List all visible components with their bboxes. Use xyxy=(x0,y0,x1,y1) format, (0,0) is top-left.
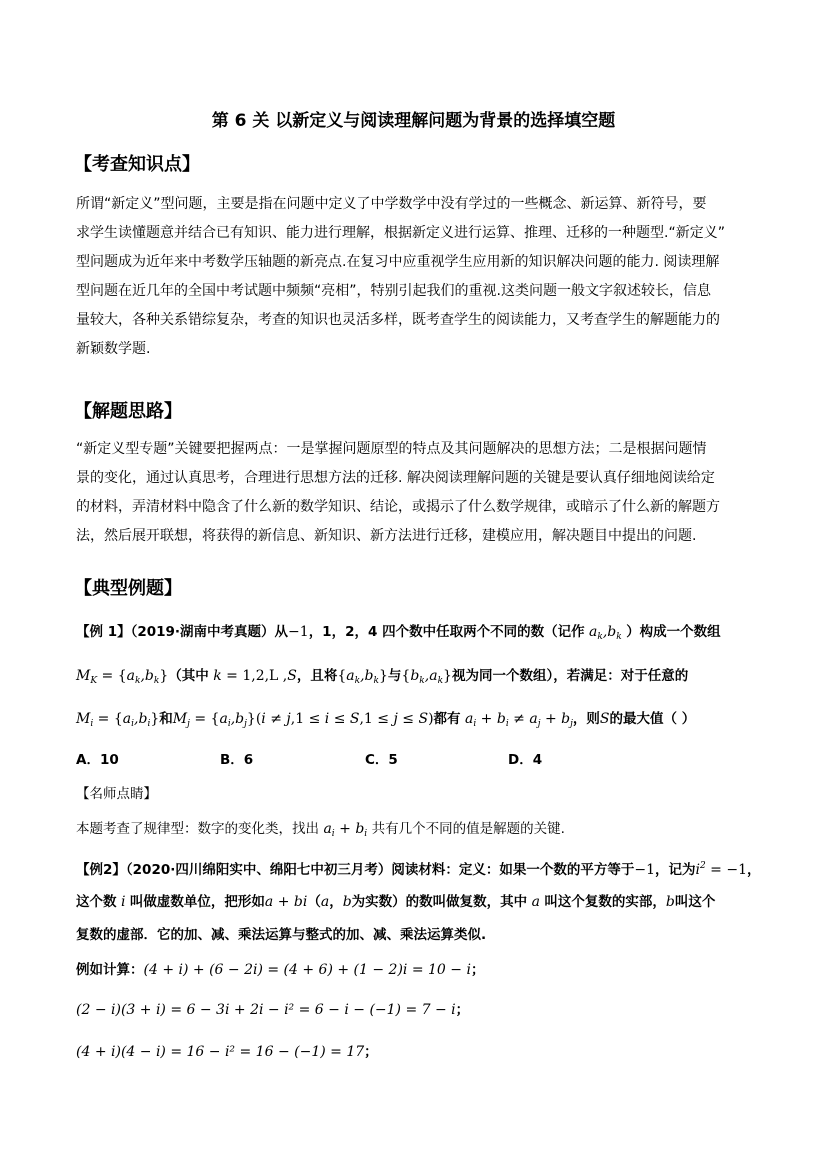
math: }( xyxy=(246,711,262,727)
text: ； xyxy=(455,1002,470,1018)
option-d: D．4 xyxy=(508,752,543,768)
math: S xyxy=(287,668,297,684)
teacher-tip-label: 【名师点睛】 xyxy=(76,786,157,802)
text: 和 xyxy=(159,711,173,727)
math: + xyxy=(540,711,562,727)
example2-eq3-line xyxy=(76,1040,378,1060)
math: S xyxy=(418,711,429,727)
math: i xyxy=(116,894,130,910)
example2-calc-line xyxy=(76,958,484,978)
text: 叫这个复数的实部， xyxy=(544,894,666,910)
example1-line1 xyxy=(76,620,721,642)
math: b xyxy=(665,894,675,910)
math: } xyxy=(443,668,452,684)
math: = { xyxy=(189,711,220,727)
math: ≠ xyxy=(508,711,530,727)
example2-line3: 复数的虚部．它的加、减、乘法运算与整式的加、减、乘法运算类似. xyxy=(76,927,487,943)
option-c: C．5 xyxy=(365,752,398,768)
teacher-tip-text xyxy=(76,817,565,839)
text: ， xyxy=(747,862,761,878)
section-heading-examples: 【典型例题】 xyxy=(74,578,182,599)
text: 共有几个不同的值是解题的关键. xyxy=(371,821,565,837)
text: 叫这个 xyxy=(674,894,716,910)
math: ,1 ≤ xyxy=(359,711,394,727)
math: S xyxy=(599,711,610,727)
option-b: B．6 xyxy=(220,752,254,768)
paragraph-line: 法，然后展开联想，将获得的新信息、新知识、新方法进行迁移，建模应用，解决题目中提出的问题. xyxy=(76,528,697,544)
text: ， xyxy=(329,894,343,910)
math: { xyxy=(337,668,347,684)
math: a xyxy=(527,894,545,910)
math: j xyxy=(286,711,291,727)
paragraph-line: “新定义型专题”关键要把握两点：一是掌握问题原型的特点及其问题解决的思想方法；二是根据问题情 xyxy=(76,441,707,457)
math: ,1 ≤ xyxy=(290,711,325,727)
math: = −1 xyxy=(705,862,747,878)
paragraph-line: 新颖数学题. xyxy=(76,341,151,357)
paragraph-line: 量较大，各种关系错综复杂，考查的知识也灵活多样，既考查学生的阅读能力，又考查学生的解题能力的 xyxy=(76,312,720,328)
math: = { xyxy=(97,668,127,684)
math: $b_i$ xyxy=(496,711,509,729)
math: } xyxy=(159,668,169,684)
text: 叫做虚数单位，把形如 xyxy=(129,894,265,910)
text: 都有 xyxy=(433,711,461,727)
math: i xyxy=(324,711,330,727)
paragraph-line: 景的变化，通过认真思考，合理进行思想方法的迁移. 解决阅读理解问题的关键是要认真仔细地阅读给定 xyxy=(76,470,715,486)
equation-3: (4 + i)(4 − i) = 16 − i² = 16 − (−1) = 17 xyxy=(76,1044,365,1060)
example2-line2 xyxy=(76,890,715,910)
text: ，且将 xyxy=(296,668,338,684)
math: = 1,2,L , xyxy=(221,668,288,684)
math: $b_k,a_k$ xyxy=(410,668,444,686)
math: j xyxy=(393,711,398,727)
math: −1 xyxy=(288,624,309,640)
section-heading-knowledge: 【考查知识点】 xyxy=(74,154,200,175)
text: 阅读材料：定义：如果一个数的平方等于 xyxy=(391,862,635,878)
text: ，则 xyxy=(572,711,600,727)
text: ，1，2，4 四个数中任取两个不同的数（记作 xyxy=(308,624,585,640)
math: $a_k,b_k$ xyxy=(126,668,160,686)
math: $a_k,b_k$ xyxy=(346,668,379,686)
math: ) xyxy=(428,711,434,727)
math: $a_j$ xyxy=(529,711,541,729)
example2-line1 xyxy=(76,858,761,878)
equation-2: (2 − i)(3 + i) = 6 − 3i + 2i − i² = 6 − i − (−1) = 7 − i xyxy=(76,1002,456,1018)
text: 为实数）的数叫做复数，其中 xyxy=(351,894,528,910)
text: （ xyxy=(307,894,321,910)
example2-eq2-line xyxy=(76,998,469,1018)
page-title: 第 6 关 以新定义与阅读理解问题为背景的选择填空题 xyxy=(211,111,616,131)
text: ，记为 xyxy=(655,862,696,878)
text: 从 xyxy=(274,624,289,640)
math: $a_k,b_k$ xyxy=(584,624,622,642)
math: k xyxy=(208,668,222,684)
text: 例如计算： xyxy=(76,962,144,978)
paragraph-line: 型问题在近几年的全国中考试题中频频“亮相”，特别引起我们的重视.这类问题一般文字叙述较长，信息 xyxy=(76,283,711,299)
text: ； xyxy=(364,1044,378,1060)
math: ≤ xyxy=(397,711,419,727)
math: i xyxy=(261,711,266,727)
text: （其中 xyxy=(168,668,209,684)
math: { xyxy=(401,668,411,684)
math: = { xyxy=(93,711,123,727)
text: 与 xyxy=(387,668,402,684)
example1-line3 xyxy=(76,707,695,729)
approach-paragraph xyxy=(76,435,756,551)
math: $i^2$ xyxy=(695,861,706,878)
equation-1: (4 + i) + (6 − 2i) = (4 + 6) + (1 − 2)i = 10 − i xyxy=(143,962,471,978)
math: $b_i$ xyxy=(355,821,368,839)
math: a xyxy=(264,894,274,910)
example1-line2 xyxy=(76,664,688,686)
example-source: （2020·四川绵阳实中、绵阳七中初三月考） xyxy=(125,862,392,878)
example-source: （2019·湖南中考真题） xyxy=(130,624,275,640)
knowledge-paragraph xyxy=(76,190,756,364)
paragraph-line: 求学生读懂题意并结合已有知识、能力进行理解，根据新定义进行运算、推理、迁移的一种题型.“新定义” xyxy=(76,225,725,241)
math: ≠ xyxy=(265,711,287,727)
math: $M_i$ xyxy=(76,711,94,729)
text: ； xyxy=(470,962,485,978)
math: $M_j$ xyxy=(172,711,190,729)
math: + xyxy=(334,821,356,837)
math: $a_i$ xyxy=(460,711,477,729)
text: 这个数 xyxy=(76,894,117,910)
text: 的最大值（ ） xyxy=(609,711,696,727)
math: $M_K$ xyxy=(76,668,98,686)
math: −1 xyxy=(634,862,655,878)
math: } xyxy=(150,711,160,727)
math: $a_i,b_j$ xyxy=(219,711,247,729)
math: } xyxy=(378,668,388,684)
math: $a_i$ xyxy=(319,821,335,839)
text: 本题考查了规律型：数字的变化类，找出 xyxy=(76,821,319,837)
paragraph-line: 所谓“新定义”型问题，主要是指在问题中定义了中学数学中没有学过的一些概念、新运算、新符号，要 xyxy=(76,196,707,212)
math: S xyxy=(349,711,360,727)
math: b xyxy=(342,894,352,910)
paragraph-line: 型问题成为近年来中考数学压轴题的新亮点.在复习中应重视学生应用新的知识解决问题的能力. 阅读理解 xyxy=(76,254,720,270)
example-label: 【例 1】 xyxy=(76,624,131,640)
section-heading-approach: 【解题思路】 xyxy=(74,401,182,422)
math: ≤ xyxy=(329,711,350,727)
math: $b_j$ xyxy=(561,711,573,729)
math: $a_i,b_i$ xyxy=(122,711,151,729)
example-label: 【例2】 xyxy=(76,862,126,878)
math: + xyxy=(273,894,294,910)
text: 视为同一个数组），若满足：对于任意的 xyxy=(451,668,689,684)
math: a xyxy=(320,894,330,910)
paragraph-line: 的材料，弄清材料中隐含了什么新的数学知识、结论，或揭示了什么数学规律，或暗示了什么新的解题方 xyxy=(76,499,720,515)
text: ）构成一个数组 xyxy=(626,624,721,640)
math: + xyxy=(476,711,497,727)
math: bi xyxy=(293,894,308,910)
option-a: A．10 xyxy=(76,752,119,768)
